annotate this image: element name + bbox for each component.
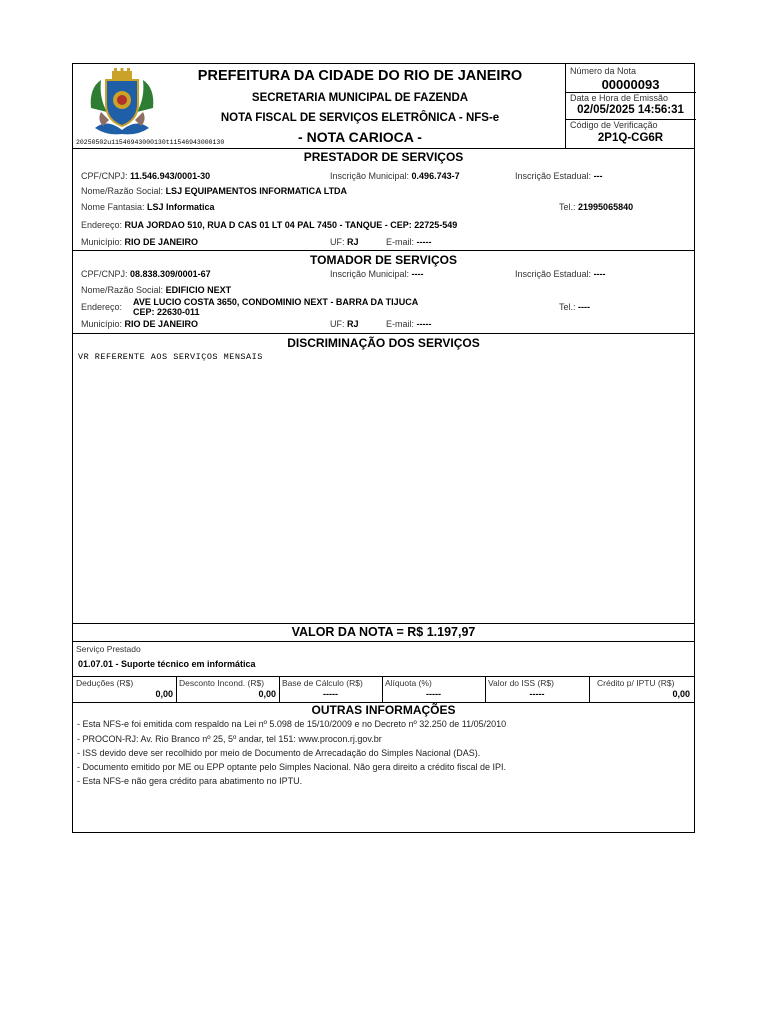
desconto-value: 0,00 bbox=[258, 689, 276, 699]
aliquota-value: ----- bbox=[426, 689, 441, 699]
info-line: - Esta NFS-e foi emitida com respaldo na Lei nº 5.098 de 15/10/2009 e no Decreto nº 32.250 de 11/05/2010 bbox=[77, 719, 507, 729]
tomador-tel-value: ---- bbox=[578, 302, 591, 312]
outras-informacoes-title: OUTRAS INFORMAÇÕES bbox=[311, 703, 456, 717]
prestador-ie-value: --- bbox=[593, 171, 603, 181]
tomador-uf-value: RJ bbox=[347, 319, 359, 329]
tomador-im-label: Inscrição Municipal: bbox=[330, 269, 410, 279]
prestador-tel-value: 21995065840 bbox=[578, 202, 634, 212]
prestador-municipio-value: RIO DE JANEIRO bbox=[124, 237, 199, 247]
prestador-municipio-label: Município: bbox=[81, 237, 123, 247]
tributo-cell bbox=[382, 676, 485, 702]
prestador-endereco-label: Endereço: bbox=[81, 220, 123, 230]
codigo-verificacao-value: 2P1Q-CG6R bbox=[597, 132, 664, 144]
tomador-razao-label: Nome/Razão Social: bbox=[81, 285, 164, 295]
tributo-cell bbox=[485, 676, 589, 702]
page-title: PREFEITURA DA CIDADE DO RIO DE JANEIRO bbox=[197, 68, 523, 84]
tomador-ie-label: Inscrição Estadual: bbox=[515, 269, 592, 279]
tributo-cell bbox=[589, 676, 693, 702]
info-line: - Documento emitido por ME ou EPP optante pelo Simples Nacional. Não gera direito a crédito fiscal de IPI. bbox=[77, 762, 507, 772]
prestador-section-title: PRESTADOR DE SERVIÇOS bbox=[303, 150, 464, 164]
servico-prestado-value: 01.07.01 - Suporte técnico em informática bbox=[78, 659, 256, 669]
tomador-endereco-line1: AVE LUCIO COSTA 3650, CONDOMINIO NEXT - BARRA DA TIJUCA bbox=[133, 297, 419, 307]
tomador-endereco-label: Endereço: bbox=[81, 302, 123, 312]
tomador-email-label: E-mail: bbox=[386, 319, 415, 329]
tributo-cell bbox=[279, 676, 382, 702]
credito-iptu-value: 0,00 bbox=[672, 689, 690, 699]
prestador-uf-label: UF: bbox=[330, 237, 345, 247]
tomador-municipio-label: Município: bbox=[81, 319, 123, 329]
prestador-razao-value: LSJ EQUIPAMENTOS INFORMATICA LTDA bbox=[165, 186, 348, 196]
prestador-ie-label: Inscrição Estadual: bbox=[515, 171, 592, 181]
tomador-tel-label: Tel.: bbox=[559, 302, 576, 312]
barcode-text: 20250502u11546943000130t11546943000130 bbox=[76, 139, 225, 146]
secretaria-title: SECRETARIA MUNICIPAL DE FAZENDA bbox=[251, 92, 469, 104]
prestador-uf-value: RJ bbox=[347, 237, 359, 247]
aliquota-label: Alíquota (%) bbox=[385, 678, 432, 688]
prestador-email-label: E-mail: bbox=[386, 237, 415, 247]
tomador-ie-value: ---- bbox=[593, 269, 606, 279]
tributos-row bbox=[73, 676, 693, 702]
tomador-municipio-value: RIO DE JANEIRO bbox=[124, 319, 199, 329]
prestador-cpf-value: 11.546.943/0001-30 bbox=[130, 171, 211, 181]
prestador-cpf-label: CPF/CNPJ: bbox=[81, 171, 128, 181]
tributo-cell bbox=[176, 676, 279, 702]
prestador-im-value: 0.496.743-7 bbox=[411, 171, 460, 181]
tomador-endereco-line2: CEP: 22630-011 bbox=[133, 307, 200, 317]
nota-carioca-title: - NOTA CARIOCA - bbox=[298, 129, 422, 145]
tomador-section-title: TOMADOR DE SERVIÇOS bbox=[310, 253, 457, 267]
prestador-email-value: ----- bbox=[416, 237, 432, 247]
valor-nota-total: VALOR DA NOTA = R$ 1.197,97 bbox=[291, 625, 476, 639]
info-line: - ISS devido deve ser recolhido por meio de Documento de Arrecadação do Simples Nacional (DAS). bbox=[77, 748, 481, 758]
base-calculo-value: ----- bbox=[323, 689, 338, 699]
deducoes-value: 0,00 bbox=[155, 689, 173, 699]
prestador-im-label: Inscrição Municipal: bbox=[330, 171, 410, 181]
tomador-razao-value: EDIFICIO NEXT bbox=[165, 285, 232, 295]
tributo-cell bbox=[73, 676, 176, 702]
prestador-razao-label: Nome/Razão Social: bbox=[81, 186, 164, 196]
discriminacao-section-title: DISCRIMINAÇÃO DOS SERVIÇOS bbox=[287, 336, 480, 350]
prestador-tel-label: Tel.: bbox=[559, 202, 576, 212]
codigo-verificacao-label: Código de Verificação bbox=[570, 120, 658, 130]
doc-type-title: NOTA FISCAL DE SERVIÇOS ELETRÔNICA - NFS-e bbox=[220, 112, 500, 124]
info-line: - Esta NFS-e não gera crédito para abatimento no IPTU. bbox=[77, 776, 303, 786]
city-crest-logo bbox=[87, 68, 157, 138]
numero-nota-label: Número da Nota bbox=[570, 66, 637, 76]
prestador-fantasia-value: LSJ Informatica bbox=[147, 202, 215, 212]
desconto-label: Desconto Incond. (R$) bbox=[179, 678, 265, 688]
info-line: - PROCON-RJ: Av. Rio Branco nº 25, 5º andar, tel 151: www.procon.rj.gov.br bbox=[77, 734, 382, 744]
tomador-cpf-label: CPF/CNPJ: bbox=[81, 269, 128, 279]
prestador-cpf-row bbox=[81, 171, 210, 181]
valor-iss-label: Valor do ISS (R$) bbox=[488, 678, 554, 688]
numero-nota-value: 00000093 bbox=[601, 77, 660, 92]
tomador-cpf-value: 08.838.309/0001-67 bbox=[130, 269, 211, 279]
discriminacao-text: VR REFERENTE AOS SERVIÇOS MENSAIS bbox=[78, 352, 263, 362]
data-emissao-label: Data e Hora de Emissão bbox=[570, 93, 669, 103]
data-emissao-value: 02/05/2025 14:56:31 bbox=[577, 104, 684, 116]
valor-iss-value: ----- bbox=[529, 689, 545, 699]
base-calculo-label: Base de Cálculo (R$) bbox=[282, 678, 363, 688]
tomador-email-value: ----- bbox=[416, 319, 432, 329]
nfse-document bbox=[72, 63, 695, 833]
prestador-fantasia-label: Nome Fantasia: bbox=[81, 202, 145, 212]
prestador-endereco-value: RUA JORDAO 510, RUA D CAS 01 LT 04 PAL 7450 - TANQUE - CEP: 22725-549 bbox=[124, 220, 458, 230]
deducoes-label: Deduções (R$) bbox=[76, 678, 134, 688]
tomador-uf-label: UF: bbox=[330, 319, 345, 329]
servico-prestado-label: Serviço Prestado bbox=[76, 644, 141, 654]
credito-iptu-label: Crédito p/ IPTU (R$) bbox=[597, 678, 675, 688]
tomador-im-value: ---- bbox=[411, 269, 424, 279]
